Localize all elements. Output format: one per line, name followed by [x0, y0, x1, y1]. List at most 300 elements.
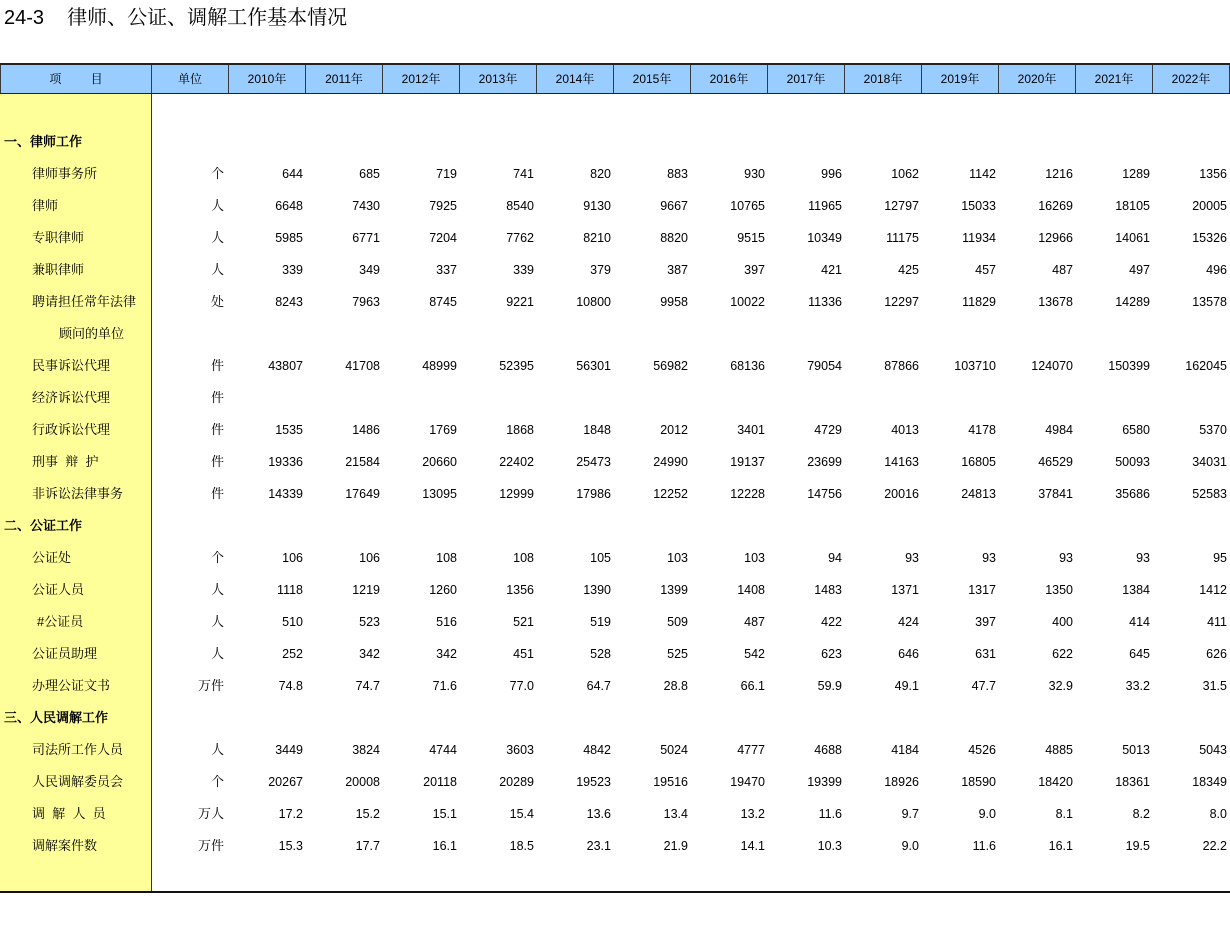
value-cell: 19516: [653, 775, 688, 789]
value-cell: 10.3: [817, 839, 842, 853]
row-label: 刑事 辩 护: [0, 446, 152, 478]
value-cell: 496: [1206, 263, 1227, 277]
value-cell: 18361: [1115, 775, 1150, 789]
value-cell: 79054: [807, 359, 842, 373]
value-cell: 820: [590, 167, 611, 181]
row-unit: 件: [210, 486, 224, 501]
value-cell: 8745: [429, 295, 457, 309]
value-cell: 17649: [345, 487, 380, 501]
value-cell: 24990: [653, 455, 688, 469]
value-cell: [537, 382, 614, 414]
value-cell: 52583: [1192, 487, 1227, 501]
value-cell: 4885: [1045, 743, 1073, 757]
table-row: [0, 670, 1230, 702]
section-row: [0, 510, 1230, 542]
value-cell: 1350: [1045, 583, 1073, 597]
value-cell: 77.0: [509, 679, 534, 693]
page-title: 24-3 律师、公证、调解工作基本情况: [4, 7, 348, 29]
value-cell: 47.7: [971, 679, 996, 693]
value-cell: 542: [744, 647, 765, 661]
value-cell: 13.6: [586, 807, 611, 821]
value-cell: 1384: [1122, 583, 1150, 597]
spacer-row: [0, 862, 1230, 891]
value-cell: 14061: [1115, 231, 1150, 245]
value-cell: 8.2: [1132, 807, 1150, 821]
value-cell: 103710: [954, 359, 996, 373]
row-label: 公证员助理: [0, 638, 152, 670]
value-cell: 13578: [1192, 295, 1227, 309]
value-cell: 66.1: [740, 679, 765, 693]
value-cell: 108: [513, 551, 534, 565]
value-cell: 11.6: [972, 839, 996, 853]
value-cell: 883: [667, 167, 688, 181]
value-cell: 12999: [499, 487, 534, 501]
value-cell: 1486: [352, 423, 380, 437]
value-cell: 516: [436, 615, 457, 629]
value-cell: 1317: [968, 583, 996, 597]
header-year-cell: 2016年: [691, 65, 768, 93]
value-cell: 1483: [814, 583, 842, 597]
table-row: [0, 190, 1230, 222]
value-cell: 631: [975, 647, 996, 661]
value-cell: 34031: [1192, 455, 1227, 469]
value-cell: 14.1: [740, 839, 765, 853]
row-label: 司法所工作人员: [0, 734, 152, 766]
value-cell: 20660: [422, 455, 457, 469]
value-cell: 37841: [1038, 487, 1073, 501]
section-row: [0, 126, 1230, 158]
value-cell: 68136: [730, 359, 765, 373]
value-cell: 425: [898, 263, 919, 277]
row-label: 行政诉讼代理: [0, 414, 152, 446]
row-label: #公证员: [0, 606, 152, 638]
value-cell: 32.9: [1048, 679, 1073, 693]
header-year-cell: 2011年: [306, 65, 383, 93]
value-cell: 996: [821, 167, 842, 181]
value-cell: 525: [667, 647, 688, 661]
value-cell: 719: [436, 167, 457, 181]
value-cell: 19470: [730, 775, 765, 789]
value-cell: 20267: [268, 775, 303, 789]
spacer-row: [0, 94, 1230, 126]
value-cell: 387: [667, 263, 688, 277]
value-cell: 7204: [429, 231, 457, 245]
table-row: [0, 830, 1230, 862]
value-cell: 13095: [422, 487, 457, 501]
value-cell: 124070: [1031, 359, 1073, 373]
value-cell: 424: [898, 615, 919, 629]
row-label: 公证处: [0, 542, 152, 574]
row-unit: 万人: [197, 806, 224, 821]
value-cell: 741: [513, 167, 534, 181]
value-cell: 9515: [737, 231, 765, 245]
value-cell: [229, 382, 306, 414]
data-table: [0, 63, 1230, 893]
value-cell: 9.7: [901, 807, 919, 821]
value-cell: 8243: [275, 295, 303, 309]
value-cell: 930: [744, 167, 765, 181]
value-cell: 20005: [1192, 199, 1227, 213]
value-cell: 528: [590, 647, 611, 661]
value-cell: 15.1: [432, 807, 457, 821]
value-cell: 10765: [730, 199, 765, 213]
value-cell: 33.2: [1125, 679, 1150, 693]
value-cell: 17.7: [355, 839, 380, 853]
value-cell: 4984: [1045, 423, 1073, 437]
value-cell: 4013: [891, 423, 919, 437]
value-cell: 18.5: [509, 839, 534, 853]
value-cell: 411: [1207, 615, 1227, 629]
value-cell: 14163: [884, 455, 919, 469]
value-cell: 18926: [884, 775, 919, 789]
value-cell: 31.5: [1202, 679, 1227, 693]
value-cell: 18105: [1115, 199, 1150, 213]
value-cell: [460, 382, 537, 414]
value-cell: 646: [898, 647, 919, 661]
table-row: [0, 382, 1230, 414]
value-cell: 487: [1052, 263, 1073, 277]
label-cell-empty: [0, 862, 152, 891]
value-cell: 1399: [660, 583, 688, 597]
value-cell: 56301: [576, 359, 611, 373]
value-cell: 4184: [891, 743, 919, 757]
value-cell: 1408: [737, 583, 765, 597]
value-cell: 12297: [884, 295, 919, 309]
value-cell: 9130: [583, 199, 611, 213]
table-row: [0, 542, 1230, 574]
section-label: 三、人民调解工作: [0, 702, 152, 734]
value-cell: 11934: [962, 231, 996, 245]
value-cell: 1412: [1199, 583, 1227, 597]
row-unit: 人: [210, 614, 224, 629]
header-year-cell: 2013年: [460, 65, 537, 93]
table-row: [0, 478, 1230, 510]
value-cell: 20008: [345, 775, 380, 789]
value-cell: 9958: [660, 295, 688, 309]
row-unit: 人: [210, 646, 224, 661]
value-cell: 41708: [345, 359, 380, 373]
section-label: 一、律师工作: [0, 126, 152, 158]
value-cell: 7963: [352, 295, 380, 309]
row-unit: 人: [210, 582, 224, 597]
header-year-cell: 2018年: [845, 65, 922, 93]
value-cell: 103: [744, 551, 765, 565]
header-year-cell: 2017年: [768, 65, 845, 93]
value-cell: 3603: [506, 743, 534, 757]
value-cell: 400: [1052, 615, 1073, 629]
row-label: 经济诉讼代理: [0, 382, 152, 414]
value-cell: 342: [359, 647, 380, 661]
value-cell: 1219: [352, 583, 380, 597]
value-cell: 457: [975, 263, 996, 277]
value-cell: 22402: [499, 455, 534, 469]
value-cell: 349: [359, 263, 380, 277]
value-cell: 5043: [1199, 743, 1227, 757]
value-cell: 15.2: [355, 807, 380, 821]
value-cell: 1371: [891, 583, 919, 597]
table-body: [0, 94, 1230, 893]
value-cell: 623: [821, 647, 842, 661]
value-cell: 5013: [1122, 743, 1150, 757]
row-unit: 万件: [197, 678, 224, 693]
row-unit: 个: [210, 166, 224, 181]
value-cell: 12797: [884, 199, 919, 213]
row-unit: 件: [210, 358, 224, 373]
value-cell: 487: [744, 615, 765, 629]
value-cell: 497: [1129, 263, 1150, 277]
value-cell: 13678: [1038, 295, 1073, 309]
section-label: 二、公证工作: [0, 510, 152, 542]
value-cell: 4526: [968, 743, 996, 757]
table-row: [0, 574, 1230, 606]
value-cell: 93: [982, 551, 996, 565]
header-unit: 单位: [152, 65, 229, 93]
value-cell: [1076, 382, 1153, 414]
value-cell: 342: [436, 647, 457, 661]
value-cell: 414: [1129, 615, 1150, 629]
value-cell: 4688: [814, 743, 842, 757]
value-cell: 24813: [961, 487, 996, 501]
value-cell: 162045: [1185, 359, 1227, 373]
value-cell: 11336: [808, 295, 842, 309]
value-cell: 52395: [499, 359, 534, 373]
value-cell: 15326: [1192, 231, 1227, 245]
value-cell: [1153, 382, 1230, 414]
table-row: [0, 350, 1230, 382]
header-year-cell: 2010年: [229, 65, 306, 93]
value-cell: 95: [1213, 551, 1227, 565]
table-row: [0, 254, 1230, 286]
row-label: 专职律师: [0, 222, 152, 254]
value-cell: 6580: [1122, 423, 1150, 437]
row-unit: 人: [210, 230, 224, 245]
row-unit: 件: [210, 390, 224, 405]
row-label: 律师事务所: [0, 158, 152, 190]
value-cell: 22.2: [1202, 839, 1227, 853]
value-cell: 8.1: [1055, 807, 1073, 821]
value-cell: 87866: [884, 359, 919, 373]
value-cell: 23699: [807, 455, 842, 469]
value-cell: 17.2: [278, 807, 303, 821]
value-cell: [768, 382, 845, 414]
value-cell: 4178: [968, 423, 996, 437]
value-cell: 108: [436, 551, 457, 565]
value-cell: 9.0: [978, 807, 996, 821]
value-cell: 20289: [499, 775, 534, 789]
row-label: 办理公证文书: [0, 670, 152, 702]
value-cell: 1062: [891, 167, 919, 181]
value-cell: 93: [1136, 551, 1150, 565]
header-year-cell: 2012年: [383, 65, 460, 93]
value-cell: [691, 382, 768, 414]
row-label: 人民调解委员会: [0, 766, 152, 798]
value-cell: 71.6: [432, 679, 457, 693]
table-row: [0, 606, 1230, 638]
table-row: [0, 222, 1230, 254]
value-cell: 48999: [422, 359, 457, 373]
row-unit: 件: [210, 422, 224, 437]
value-cell: 93: [905, 551, 919, 565]
value-cell: [383, 382, 460, 414]
value-cell: 18420: [1038, 775, 1073, 789]
value-cell: 18590: [961, 775, 996, 789]
value-cell: 16269: [1038, 199, 1073, 213]
value-cell: 626: [1206, 647, 1227, 661]
row-unit: 个: [210, 774, 224, 789]
value-cell: 337: [436, 263, 457, 277]
value-cell: 14289: [1115, 295, 1150, 309]
value-cell: 6648: [275, 199, 303, 213]
value-cell: 19336: [268, 455, 303, 469]
value-cell: 14339: [268, 487, 303, 501]
row-unit: 件: [210, 454, 224, 469]
value-cell: 339: [513, 263, 534, 277]
value-cell: 1848: [583, 423, 611, 437]
value-cell: 685: [359, 167, 380, 181]
row-unit: 处: [210, 294, 224, 309]
value-cell: 11965: [808, 199, 842, 213]
value-cell: 1289: [1122, 167, 1150, 181]
value-cell: [845, 382, 922, 414]
row-label: 非诉讼法律事务: [0, 478, 152, 510]
value-cell: 10022: [730, 295, 765, 309]
value-cell: 397: [744, 263, 765, 277]
header-year-cell: 2021年: [1076, 65, 1153, 93]
value-cell: 510: [282, 615, 303, 629]
value-cell: 21584: [345, 455, 380, 469]
value-cell: 5985: [275, 231, 303, 245]
row-unit: 人: [210, 198, 224, 213]
value-cell: 379: [590, 263, 611, 277]
value-cell: 10800: [576, 295, 611, 309]
value-cell: 5024: [660, 743, 688, 757]
value-cell: [922, 382, 999, 414]
value-cell: 19399: [807, 775, 842, 789]
value-cell: 1260: [429, 583, 457, 597]
value-cell: 4777: [737, 743, 765, 757]
value-cell: 21.9: [663, 839, 688, 853]
value-cell: 35686: [1115, 487, 1150, 501]
table-row: [0, 798, 1230, 830]
value-cell: 13.4: [663, 807, 688, 821]
value-cell: 1868: [506, 423, 534, 437]
value-cell: 50093: [1115, 455, 1150, 469]
value-cell: 23.1: [586, 839, 611, 853]
row-unit: 人: [210, 262, 224, 277]
value-cell: 4729: [814, 423, 842, 437]
value-cell: 46529: [1038, 455, 1073, 469]
value-cell: 25473: [576, 455, 611, 469]
value-cell: 15033: [961, 199, 996, 213]
value-cell: 20016: [884, 487, 919, 501]
value-cell: 1356: [1199, 167, 1227, 181]
value-cell: 12228: [730, 487, 765, 501]
header-year-cell: 2019年: [922, 65, 999, 93]
value-cell: 5370: [1199, 423, 1227, 437]
row-label: 公证人员: [0, 574, 152, 606]
table-row: [0, 414, 1230, 446]
header-item: 项 目: [0, 65, 152, 93]
value-cell: 56982: [653, 359, 688, 373]
value-cell: [999, 382, 1076, 414]
row-label-continuation: 顾问的单位: [0, 318, 152, 350]
value-cell: 15.3: [278, 839, 303, 853]
value-cell: 2012: [660, 423, 688, 437]
value-cell: 13.2: [740, 807, 765, 821]
value-cell: [306, 382, 383, 414]
value-cell: 18349: [1192, 775, 1227, 789]
value-cell: 49.1: [894, 679, 919, 693]
value-cell: 622: [1052, 647, 1073, 661]
value-cell: 509: [667, 615, 688, 629]
value-cell: 644: [282, 167, 303, 181]
table-row: [0, 766, 1230, 798]
value-cell: 93: [1059, 551, 1073, 565]
value-cell: 1356: [506, 583, 534, 597]
table-row: [0, 446, 1230, 478]
label-cell-empty: [0, 94, 152, 126]
value-cell: 8.0: [1209, 807, 1227, 821]
value-cell: 1216: [1045, 167, 1073, 181]
value-cell: 12966: [1038, 231, 1073, 245]
value-cell: 59.9: [817, 679, 842, 693]
row-label: 调 解 人 员: [0, 798, 152, 830]
value-cell: 19523: [576, 775, 611, 789]
row-label: 聘请担任常年法律: [0, 286, 152, 318]
value-cell: [614, 382, 691, 414]
row-unit: 个: [210, 550, 224, 565]
header-year-cell: 2014年: [537, 65, 614, 93]
value-cell: 4842: [583, 743, 611, 757]
value-cell: 9221: [506, 295, 534, 309]
value-cell: 8540: [506, 199, 534, 213]
table-row-continuation: [0, 318, 1230, 350]
value-cell: 339: [282, 263, 303, 277]
value-cell: 7762: [506, 231, 534, 245]
table-header: [0, 63, 1230, 94]
value-cell: 15.4: [509, 807, 534, 821]
value-cell: 3401: [737, 423, 765, 437]
value-cell: 20118: [423, 775, 457, 789]
header-year-cell: 2020年: [999, 65, 1076, 93]
value-cell: 1390: [583, 583, 611, 597]
value-cell: 3449: [275, 743, 303, 757]
value-cell: 397: [975, 615, 996, 629]
value-cell: 19137: [730, 455, 765, 469]
value-cell: 43807: [268, 359, 303, 373]
value-cell: 11.6: [818, 807, 842, 821]
value-cell: 7925: [429, 199, 457, 213]
value-cell: 94: [828, 551, 842, 565]
row-label: 民事诉讼代理: [0, 350, 152, 382]
value-cell: 1535: [275, 423, 303, 437]
row-unit: 万件: [197, 838, 224, 853]
value-cell: 106: [359, 551, 380, 565]
value-cell: 12252: [653, 487, 688, 501]
value-cell: 521: [513, 615, 534, 629]
value-cell: 64.7: [586, 679, 611, 693]
value-cell: 103: [667, 551, 688, 565]
value-cell: 106: [282, 551, 303, 565]
value-cell: 645: [1129, 647, 1150, 661]
table-row: [0, 638, 1230, 670]
value-cell: 17986: [576, 487, 611, 501]
value-cell: 8210: [583, 231, 611, 245]
table-row: [0, 158, 1230, 190]
value-cell: 1118: [277, 583, 303, 597]
value-cell: 10349: [807, 231, 842, 245]
value-cell: 16.1: [432, 839, 457, 853]
